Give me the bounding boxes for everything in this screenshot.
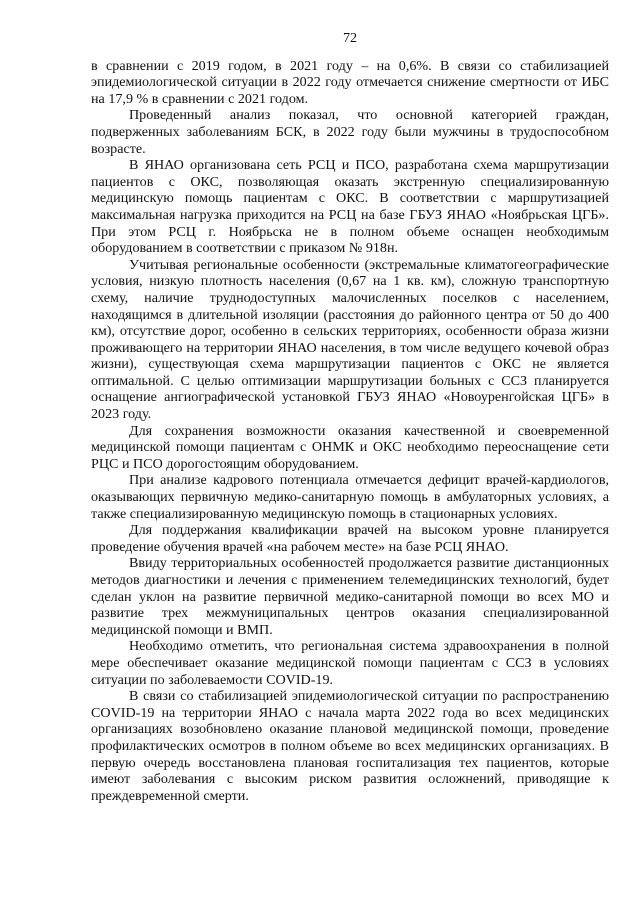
paragraph-rsc-network: В ЯНАО организована сеть РСЦ и ПСО, разработана схема маршрутизации пациентов с ОКС, позволяющая оказать экстренную специализированную медицинскую помощь пациентам с ОКС. В соответствии с маршрутизацией максимальная нагрузка приходится на РСЦ на базе ГБУЗ ЯНАО «Ноябрьская ЦГБ». При этом РСЦ г. Ноябрьска не в полном объеме оснащен необходимым оборудованием в соответствии с приказом № 918н. (91, 157, 609, 257)
page-number: 72 (342, 30, 358, 46)
paragraph-ibs-mortality: в сравнении с 2019 годом, в 2021 году – на 0,6%. В связи со стабилизацией эпидемиологической ситуации в 2022 году отмечается снижение смертности от ИБС на 17,9 % в сравнении с 2021 годом. (91, 57, 609, 107)
paragraph-covid-restoration: В связи со стабилизацией эпидемиологической ситуации по распространению COVID-19 на территории ЯНАО с начала марта 2022 года во всех медицинских организациях возобновлено оказание плановой медицинской помощи, проведение профилактических осмотров в полном объеме во всех медицинских организациях. В первую очередь восстановлена плановая госпитализация тех пациентов, которые имеют заболевания с высоким риском развития осложнений, приводящие к преждевременной смерти. (91, 688, 609, 804)
paragraph-regional-features: Учитывая региональные особенности (экстремальные климатогеографические условия, низкую плотность населения (0,67 на 1 кв. км), сложную транспортную схему, наличие труднодоступных малочисленных поселков с населением, находящимся в длительной изоляции (расстояния до районного центра от 50 до 400 км), отсутствие дорог, особенно в сельских территориях, особенности образа жизни проживающего на территории ЯНАО населения, в том числе ведущего кочевой образ жизни), существующая схема маршрутизации пациентов с ОКС не является оптимальной. С целью оптимизации маршрутизации больных с ССЗ планируется оснащение ангиографической установкой ГБУЗ ЯНАО «Новоуренгойская ЦГБ» в 2023 году. (91, 256, 609, 423)
document-page (91, 30, 609, 804)
paragraph-analysis-men: Проведенный анализ показал, что основной категорией граждан, подверженных заболеваниям БСК, в 2022 году были мужчины в трудоспособном возрасте. (91, 107, 609, 157)
paragraph-training: Для поддержания квалификации врачей на высоком уровне планируется проведение обучения врачей «на рабочем месте» на базе РСЦ ЯНАО. (91, 522, 609, 555)
paragraph-covid-system: Необходимо отметить, что региональная система здравоохранения в полной мере обеспечивает оказание медицинской помощи пациентам с ССЗ в условиях ситуации по заболеваемости COVID-19. (91, 638, 609, 688)
paragraph-equipment: Для сохранения возможности оказания качественной и своевременной медицинской помощи пациентам с ОНМК и ОКС необходимо переоснащение сети РЦС и ПСО дорогостоящим оборудованием. (91, 422, 609, 472)
paragraph-staff-deficit: При анализе кадрового потенциала отмечается дефицит врачей-кардиологов, оказывающих первичную медико-санитарную помощь в амбулаторных условиях, а также специализированную медицинскую помощь в стационарных условиях. (91, 472, 609, 522)
paragraph-telemedicine: Ввиду территориальных особенностей продолжается развитие дистанционных методов диагностики и лечения с применением телемедицинских технологий, будет сделан уклон на развитие первичной медико-санитарной помощи во всех МО и развитие трех межмуниципальных центров оказания специализированной медицинской помощи и ВМП. (91, 555, 609, 638)
